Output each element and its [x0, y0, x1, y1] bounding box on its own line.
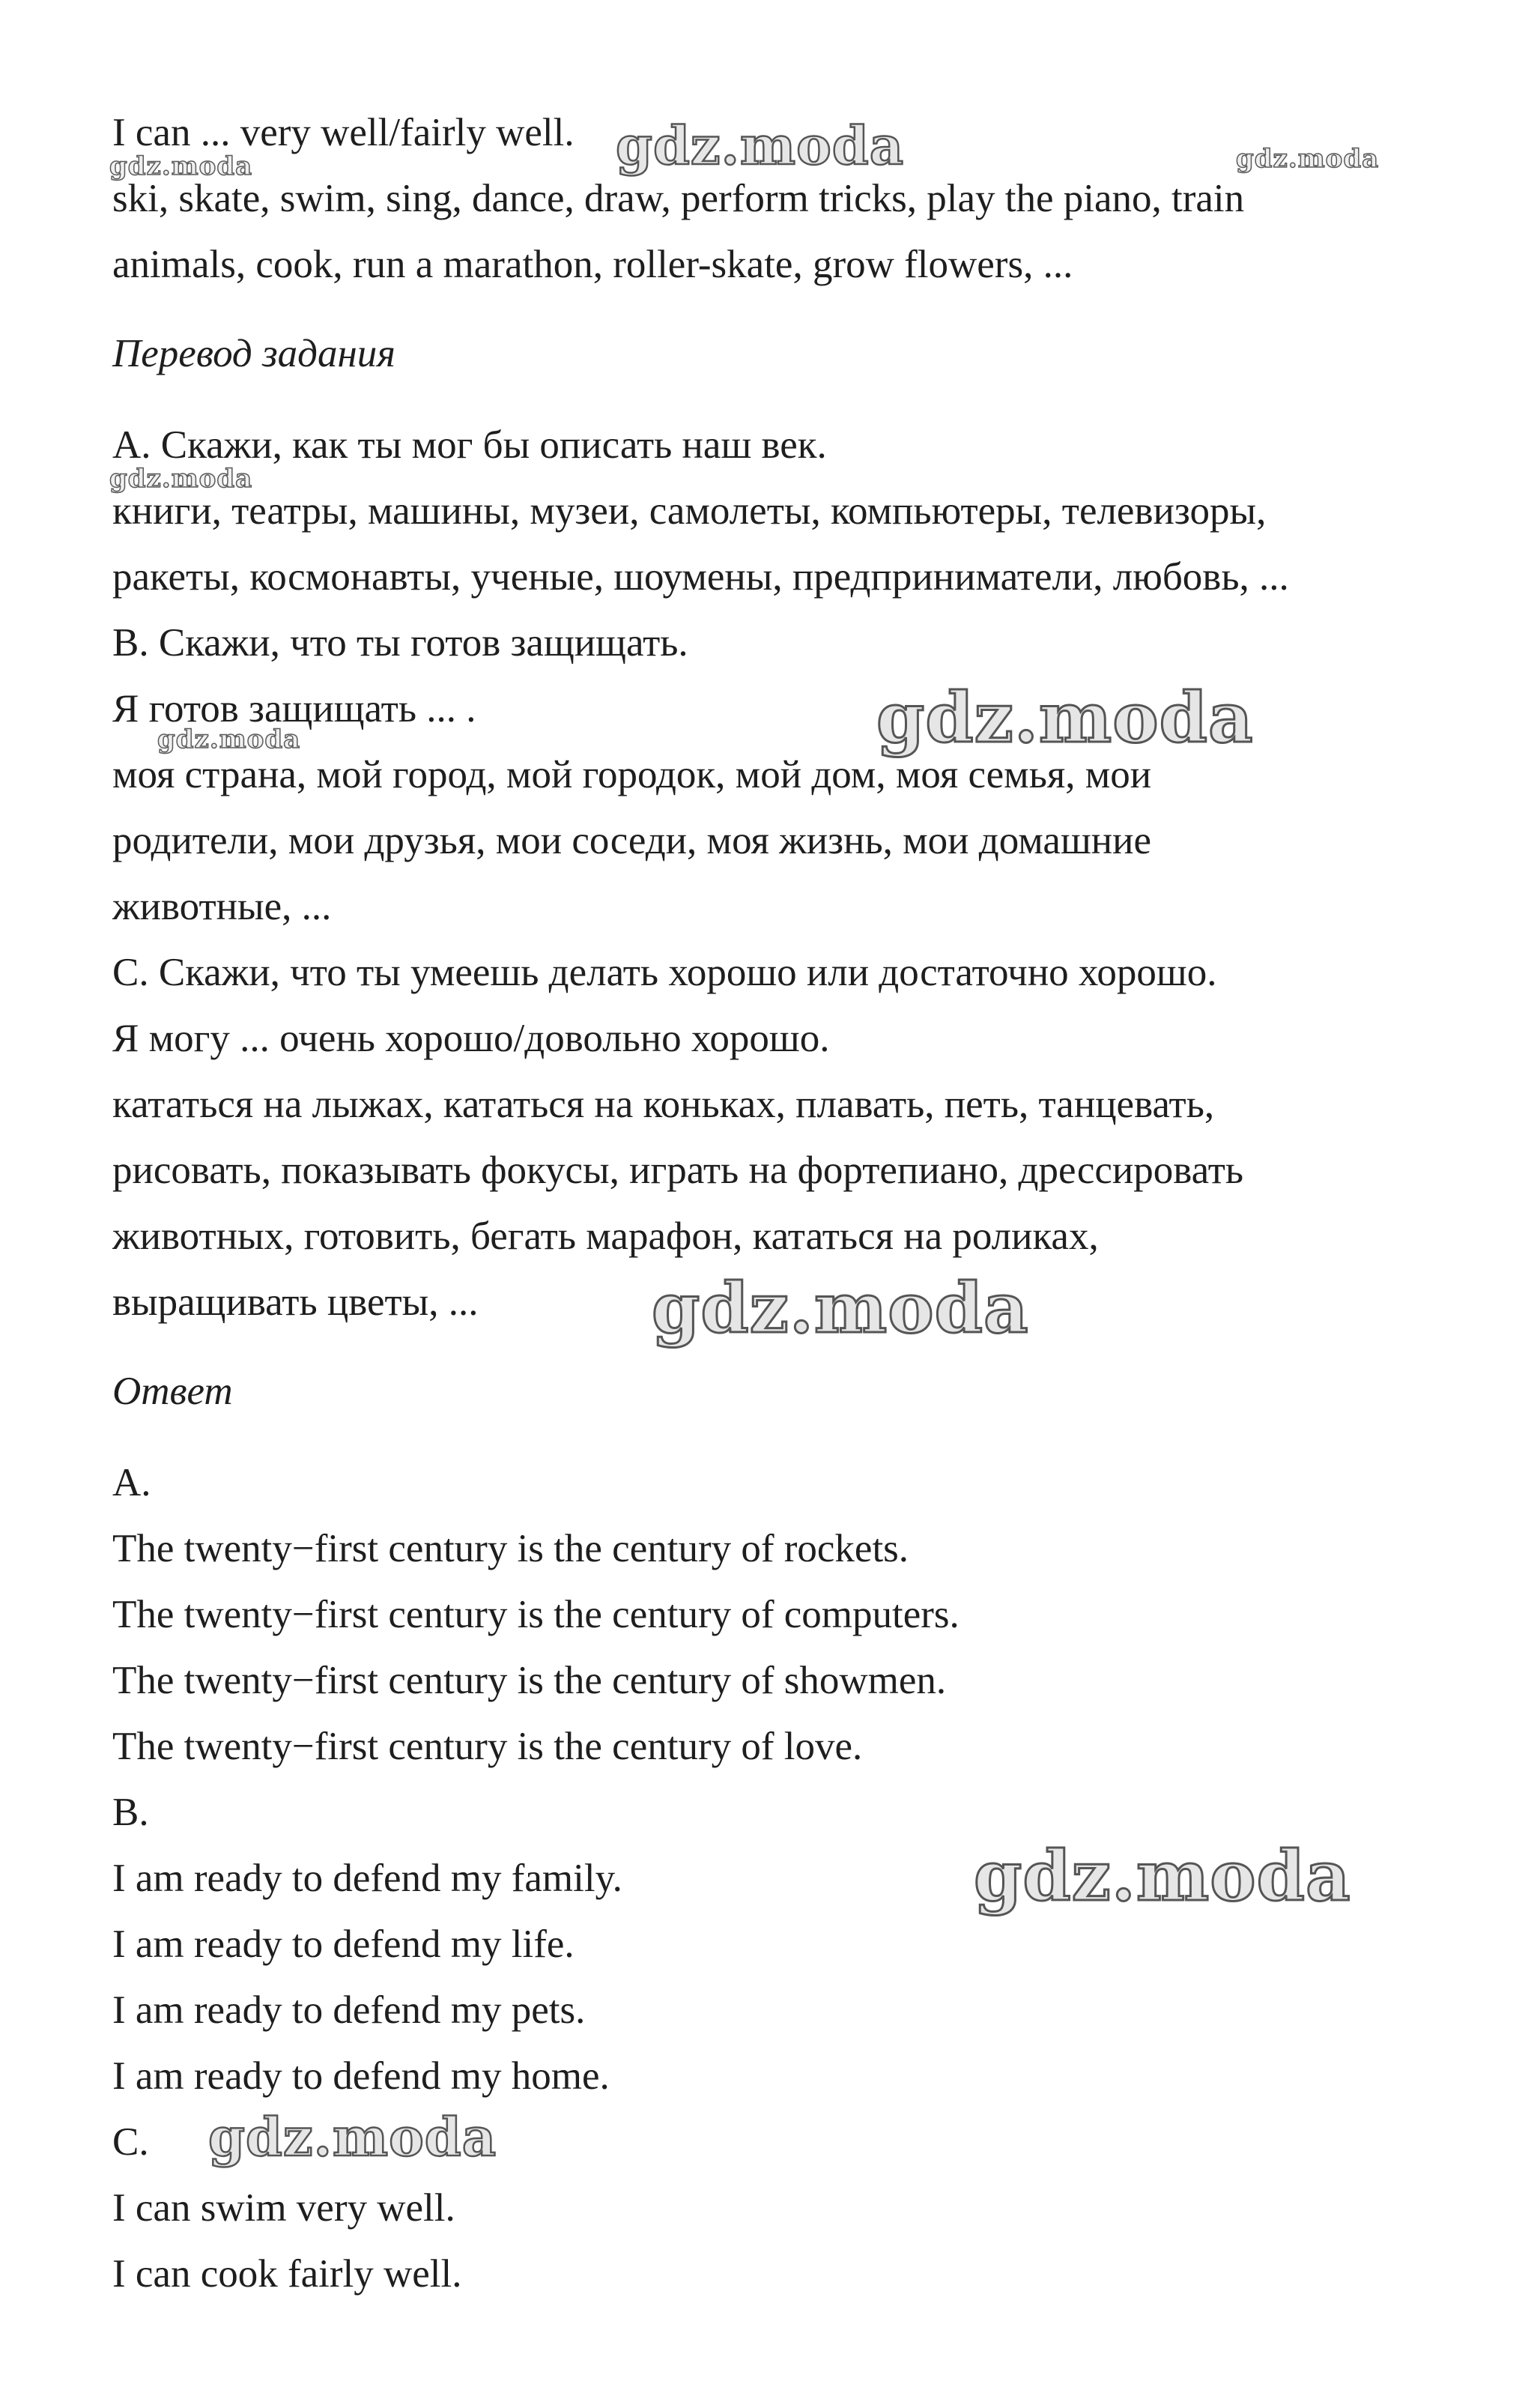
instruction-line: animals, cook, run a marathon, roller-skate, grow flowers, ... — [112, 243, 1073, 286]
instruction-line: I can ... very well/fairly well. — [112, 111, 575, 154]
translation-line: рисовать, показывать фокусы, играть на фортепиано, дрессировать — [112, 1149, 1244, 1192]
watermark-logo: gdz.moda — [1236, 144, 1380, 174]
translation-heading: Перевод задания — [112, 332, 395, 375]
answer-line: C. — [112, 2120, 149, 2164]
answer-line: The twenty−first century is the century of computers. — [112, 1593, 960, 1636]
answer-line: A. — [112, 1461, 151, 1504]
translation-line: A. Скажи, как ты мог бы описать наш век. — [112, 423, 827, 467]
answer-line: I am ready to defend my home. — [112, 2054, 610, 2098]
translation-line: B. Скажи, что ты готов защищать. — [112, 621, 688, 665]
watermark-logo: gdz.moda — [109, 464, 253, 494]
answer-line: The twenty−first century is the century of love. — [112, 1725, 863, 1768]
watermark-logo: gdz.moda — [208, 2106, 497, 2168]
translation-line: Я могу ... очень хорошо/довольно хорошо. — [112, 1017, 830, 1060]
translation-line: C. Скажи, что ты умеешь делать хорошо или достаточно хорошо. — [112, 951, 1217, 994]
watermark-logo: gdz.moda — [109, 151, 253, 181]
answer-line: B. — [112, 1791, 149, 1834]
watermark-logo: gdz.moda — [876, 677, 1254, 758]
answer-line: I am ready to defend my life. — [112, 1922, 575, 1966]
answer-line: The twenty−first century is the century of showmen. — [112, 1659, 947, 1702]
translation-line: книги, театры, машины, музеи, самолеты, компьютеры, телевизоры, — [112, 489, 1267, 533]
translation-line: животных, готовить, бегать марафон, кататься на роликах, — [112, 1214, 1099, 1258]
answer-heading: Ответ — [112, 1370, 233, 1413]
translation-line: выращивать цветы, ... — [112, 1280, 479, 1324]
watermark-logo: gdz.moda — [974, 1836, 1351, 1917]
answer-line: I can swim very well. — [112, 2186, 455, 2230]
instruction-line: ski, skate, swim, sing, dance, draw, perform tricks, play the piano, train — [112, 177, 1245, 220]
translation-line: моя страна, мой город, мой городок, мой дом, моя семья, мои — [112, 753, 1152, 796]
watermark-logo: gdz.moda — [652, 1268, 1029, 1349]
translation-line: Я готов защищать ... . — [112, 687, 476, 730]
translation-line: ракеты, космонавты, ученые, шоумены, предприниматели, любовь, ... — [112, 555, 1289, 599]
answer-line: The twenty−first century is the century of rockets. — [112, 1527, 909, 1570]
watermark-logo: gdz.moda — [157, 724, 301, 754]
watermark-logo: gdz.moda — [616, 115, 905, 177]
translation-line: кататься на лыжах, кататься на коньках, плавать, петь, танцевать, — [112, 1083, 1215, 1126]
answer-line: I am ready to defend my pets. — [112, 1988, 586, 2032]
translation-line: родители, мои друзья, мои соседи, моя жизнь, мои домашние — [112, 819, 1152, 862]
answer-line: I can cook fairly well. — [112, 2252, 462, 2296]
answer-line: I am ready to defend my family. — [112, 1857, 622, 1900]
translation-line: животные, ... — [112, 885, 332, 928]
